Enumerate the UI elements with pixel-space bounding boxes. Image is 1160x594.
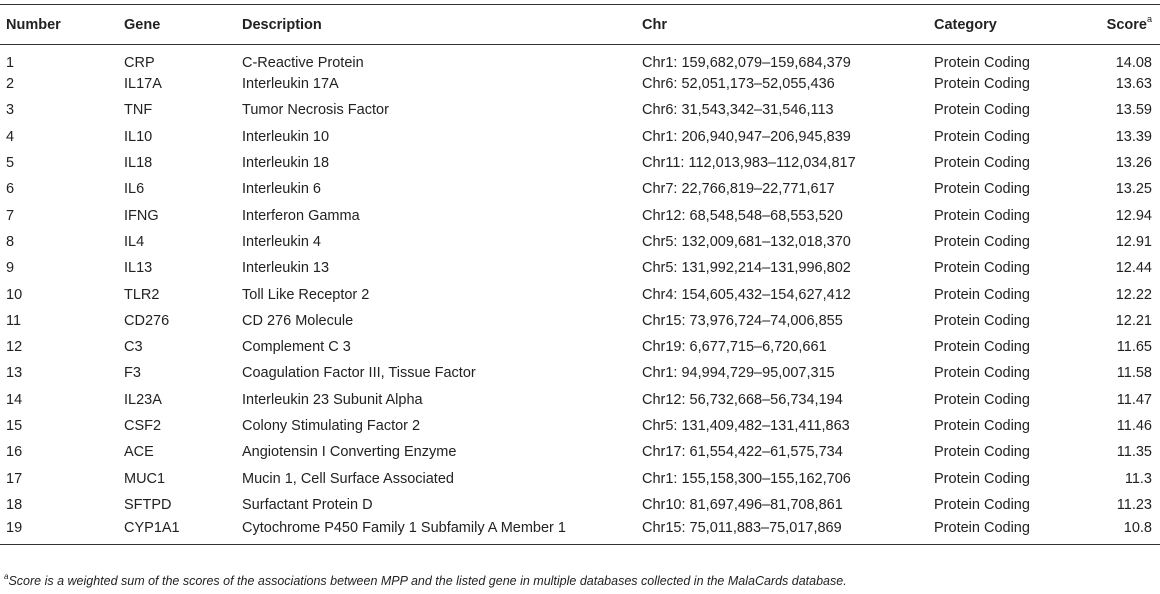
cell-chr: Chr15: 73,976,724–74,006,855 [642, 312, 843, 329]
table-row [0, 150, 1160, 176]
cell-chr: Chr6: 52,051,173–52,055,436 [642, 76, 835, 93]
cell-category: Protein Coding [934, 391, 1030, 408]
cell-description: Cytochrome P450 Family 1 Subfamily A Member 1 [242, 518, 642, 544]
cell-chr: Chr19: 6,677,715–6,720,661 [642, 339, 827, 356]
cell-number: 5 [6, 155, 15, 172]
gene-score-table [0, 4, 1160, 545]
table-row [0, 387, 1160, 413]
cell-category: Protein Coding [934, 55, 1030, 71]
cell-number: 11 [6, 312, 22, 329]
cell-chr: Chr1: 159,682,079–159,684,379 [642, 55, 851, 71]
cell-number: 8 [6, 233, 15, 250]
cell-gene: IL13 [124, 260, 153, 277]
cell-category: Protein Coding [934, 365, 1030, 382]
cell-description: Toll Like Receptor 2 [242, 286, 370, 303]
cell-gene: CSF2 [124, 418, 162, 434]
cell-score: 11.35 [1116, 444, 1152, 461]
cell-category: Protein Coding [934, 207, 1030, 224]
cell-score: 11.65 [1116, 339, 1152, 356]
cell-gene: IL4 [124, 233, 145, 250]
cell-score: 11.47 [1116, 391, 1152, 408]
cell-number: 6 [6, 181, 15, 198]
cell-score: 13.25 [1115, 181, 1152, 198]
table-row [0, 71, 1160, 97]
cell-gene: SFTPD [124, 496, 172, 513]
table-row [0, 45, 1160, 72]
cell-chr: Chr5: 132,009,681–132,018,370 [642, 233, 851, 250]
cell-gene: TNF [124, 102, 153, 119]
cell-gene: IFNG [124, 207, 159, 224]
cell-description: Angiotensin I Converting Enzyme [242, 444, 457, 461]
cell-description: C-Reactive Protein [242, 55, 364, 71]
cell-category: Protein Coding [934, 76, 1030, 93]
score-header-label: Score [1106, 16, 1147, 33]
table-row [0, 97, 1160, 123]
cell-score: 12.21 [1115, 312, 1152, 329]
cell-score: 13.26 [1115, 155, 1152, 172]
table-body [0, 45, 1160, 545]
cell-number: 9 [6, 260, 15, 277]
cell-gene: TLR2 [124, 286, 160, 303]
table-row [0, 281, 1160, 307]
cell-description: Colony Stimulating Factor 2 [242, 418, 421, 434]
cell-chr: Chr7: 22,766,819–22,771,617 [642, 181, 835, 198]
cell-category: Protein Coding [934, 260, 1030, 277]
cell-chr: Chr10: 81,697,496–81,708,861 [642, 496, 843, 513]
header-row [0, 5, 1160, 45]
cell-number: 16 [6, 444, 23, 461]
cell-category: Protein Coding [934, 155, 1030, 172]
cell-description: Interferon Gamma [242, 207, 360, 224]
table-row [0, 518, 1160, 544]
cell-score: 12.94 [1115, 207, 1152, 224]
cell-chr: Chr1: 94,994,729–95,007,315 [642, 365, 835, 382]
table-row [0, 124, 1160, 150]
cell-chr: Chr1: 206,940,947–206,945,839 [642, 128, 851, 145]
cell-score: 12.22 [1115, 286, 1152, 303]
column-header-chr: Chr [642, 5, 934, 45]
cell-description: Interleukin 13 [242, 260, 330, 277]
column-header-score [1084, 5, 1160, 45]
cell-gene: IL18 [124, 155, 153, 172]
cell-category: Protein Coding [934, 102, 1030, 119]
table-header [0, 5, 1160, 45]
cell-score: 13.59 [1115, 102, 1152, 119]
cell-description: Interleukin 10 [242, 128, 330, 145]
cell-gene: CYP1A1 [124, 518, 242, 544]
table-row [0, 202, 1160, 228]
cell-chr: Chr5: 131,992,214–131,996,802 [642, 260, 851, 277]
cell-category: Protein Coding [934, 444, 1030, 461]
cell-number: 4 [6, 128, 15, 145]
cell-score: 13.63 [1115, 76, 1152, 93]
cell-gene: C3 [124, 339, 143, 356]
table-row [0, 308, 1160, 334]
cell-category: Protein Coding [934, 286, 1030, 303]
cell-description: Tumor Necrosis Factor [242, 102, 389, 119]
cell-description: Interleukin 17A [242, 76, 339, 93]
cell-description: Surfactant Protein D [242, 496, 373, 513]
cell-chr: Chr4: 154,605,432–154,627,412 [642, 286, 851, 303]
cell-gene: F3 [124, 365, 141, 382]
cell-score: 10.8 [1084, 518, 1160, 544]
cell-gene: IL23A [124, 391, 162, 408]
cell-gene: ACE [124, 444, 154, 461]
score-footnote-marker: a [1146, 13, 1152, 24]
table-row [0, 176, 1160, 202]
cell-category: Protein Coding [934, 418, 1030, 434]
cell-chr: Chr15: 75,011,883–75,017,869 [642, 518, 934, 544]
cell-number: 7 [6, 207, 15, 224]
cell-category: Protein Coding [934, 233, 1030, 250]
cell-chr: Chr12: 56,732,668–56,734,194 [642, 391, 843, 408]
cell-number: 12 [6, 339, 23, 356]
cell-score: 11.58 [1116, 365, 1152, 382]
footnote-text: Score is a weighted sum of the scores of the associations between MPP and the listed gene in multiple databases collected in the MalaCards database. [8, 574, 847, 588]
cell-score: 12.91 [1115, 233, 1152, 250]
cell-gene: MUC1 [124, 470, 166, 487]
cell-score: 11.46 [1116, 418, 1152, 434]
cell-number: 13 [6, 365, 23, 382]
table-row [0, 334, 1160, 360]
table-row [0, 413, 1160, 439]
cell-description: Interleukin 4 [242, 233, 321, 250]
cell-number: 10 [6, 286, 23, 303]
column-header-description: Description [242, 5, 642, 45]
cell-gene: IL6 [124, 181, 145, 198]
cell-chr: Chr1: 155,158,300–155,162,706 [642, 470, 851, 487]
cell-category: Protein Coding [934, 518, 1084, 544]
cell-number: 3 [6, 102, 15, 119]
table-row [0, 492, 1160, 518]
cell-score: 13.39 [1115, 128, 1152, 145]
cell-number: 2 [6, 76, 15, 93]
cell-chr: Chr6: 31,543,342–31,546,113 [642, 102, 834, 119]
column-header-gene: Gene [124, 5, 242, 45]
cell-category: Protein Coding [934, 181, 1030, 198]
cell-score: 12.44 [1115, 260, 1152, 277]
footnote-marker: a [4, 572, 9, 581]
table-row [0, 360, 1160, 386]
cell-chr: Chr17: 61,554,422–61,575,734 [642, 444, 843, 461]
column-header-number: Number [0, 5, 124, 45]
cell-chr: Chr11: 112,013,983–112,034,817 [642, 155, 856, 172]
table-row [0, 439, 1160, 465]
cell-description: Mucin 1, Cell Surface Associated [242, 470, 454, 487]
cell-number: 14 [6, 391, 23, 408]
column-header-category: Category [934, 5, 1084, 45]
cell-number: 1 [6, 55, 15, 71]
table-row [0, 465, 1160, 491]
cell-gene: CD276 [124, 312, 170, 329]
cell-number: 17 [6, 470, 23, 487]
cell-gene: IL17A [124, 76, 162, 93]
cell-category: Protein Coding [934, 339, 1030, 356]
table-row [0, 229, 1160, 255]
cell-description: Complement C 3 [242, 339, 351, 356]
cell-description: Interleukin 23 Subunit Alpha [242, 391, 423, 408]
cell-chr: Chr5: 131,409,482–131,411,863 [642, 418, 850, 434]
cell-score: 14.08 [1115, 55, 1152, 71]
cell-description: Coagulation Factor III, Tissue Factor [242, 365, 476, 382]
cell-category: Protein Coding [934, 312, 1030, 329]
cell-number: 15 [6, 418, 23, 434]
cell-number: 19 [0, 518, 124, 544]
cell-score: 11.3 [1124, 470, 1152, 487]
cell-gene: IL10 [124, 128, 153, 145]
cell-chr: Chr12: 68,548,548–68,553,520 [642, 207, 843, 224]
cell-description: Interleukin 6 [242, 181, 321, 198]
cell-category: Protein Coding [934, 470, 1030, 487]
cell-description: Interleukin 18 [242, 155, 330, 172]
cell-gene: CRP [124, 55, 155, 71]
cell-description: CD 276 Molecule [242, 312, 354, 329]
cell-category: Protein Coding [934, 128, 1030, 145]
cell-score: 11.23 [1116, 496, 1152, 513]
table-footnote [4, 574, 847, 588]
cell-category: Protein Coding [934, 496, 1030, 513]
cell-number: 18 [6, 496, 23, 513]
table-row [0, 255, 1160, 281]
